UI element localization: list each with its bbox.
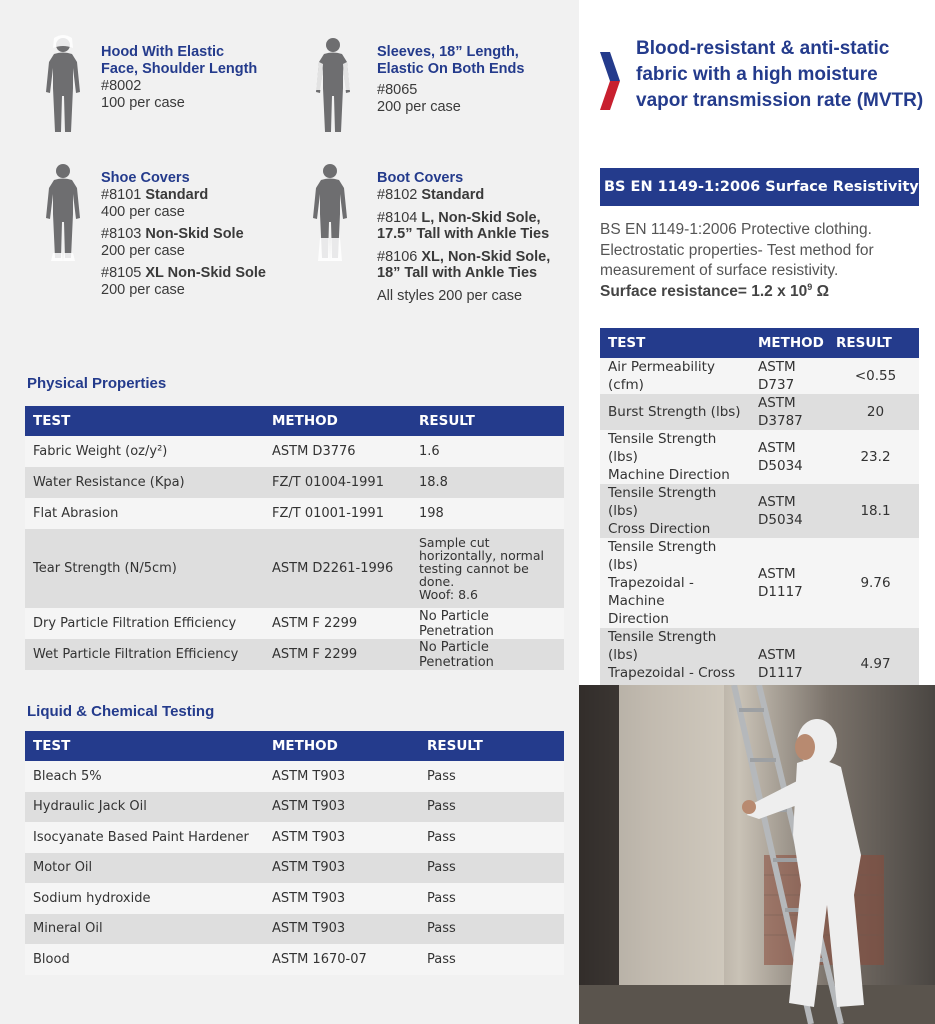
product-title: Shoe Covers — [101, 170, 190, 186]
table-row — [25, 822, 564, 853]
surface-resistivity-description: BS EN 1149-1:2006 Protective clothing. Electrostatic properties- Test method for measurement of surface resistivity. Surface resistance= 1.2 x $10^9$ Ω — [600, 221, 874, 300]
cell-test: Bleach 5% — [25, 761, 264, 792]
cell-test: Tensile Strength (lbs) Trapezoidal - Machine Direction — [600, 538, 750, 628]
cell-test: Water Resistance (Kpa) — [25, 467, 264, 498]
coverall-boot-covers-icon — [306, 160, 354, 264]
product-title: Hood With Elastic — [101, 44, 225, 60]
physical-properties-table — [25, 406, 564, 670]
cell-method: ASTM D5034 — [750, 430, 832, 484]
product-name: L, Non-Skid Sole, — [421, 209, 541, 226]
product-name: XL, Non-Skid Sole, — [421, 248, 551, 265]
cell-result: Pass — [419, 792, 564, 823]
cell-method: ASTM D737 — [750, 358, 832, 394]
section-title-physical: Physical Properties — [27, 375, 167, 392]
cell-result: 20 — [832, 394, 919, 430]
cell-method: ASTM D1117 — [750, 628, 832, 700]
product-code: #8104 — [377, 209, 418, 226]
cell-test: Air Permeability (cfm) — [600, 358, 750, 394]
worker-photo — [579, 685, 935, 1024]
product-qty: 200 per case — [377, 98, 461, 115]
table-row — [600, 430, 919, 484]
cell-method: ASTM D1117 — [750, 538, 832, 628]
cell-result: No Particle Penetration — [411, 608, 564, 639]
cell-method: ASTM D3776 — [264, 436, 411, 467]
cell-test: Tensile Strength (lbs) Machine Direction — [600, 430, 750, 484]
table-row — [600, 538, 919, 628]
product-title: Elastic On Both Ends — [377, 61, 525, 77]
headline: Blood-resistant & anti-static fabric with a high moisture vapor transmission rate (MVTR) — [636, 38, 924, 111]
surface-resistivity-bar: BS EN 1149-1:2006 Surface Resistivity — [600, 168, 919, 206]
cell-method: ASTM D5034 — [750, 484, 832, 538]
table-row — [25, 608, 564, 639]
cell-method: FZ/T 01004-1991 — [264, 467, 411, 498]
product-qty: 100 per case — [101, 94, 185, 111]
column-header: METHOD — [264, 731, 419, 761]
table-row — [25, 944, 564, 975]
cell-result: Pass — [419, 761, 564, 792]
product-name: Standard — [145, 187, 209, 203]
cell-method: ASTM T903 — [264, 853, 419, 884]
cell-method: ASTM T903 — [264, 883, 419, 914]
product-code: #8105 — [101, 265, 142, 281]
cell-result: Pass — [419, 822, 564, 853]
cell-test: Hydraulic Jack Oil — [25, 792, 264, 823]
cell-result: Pass — [419, 853, 564, 884]
table-row — [600, 394, 919, 430]
product-name: Non-Skid Sole — [145, 226, 244, 242]
cell-result: 4.97 — [832, 628, 919, 700]
chevron-icon — [598, 52, 620, 110]
cell-test: Tensile Strength (lbs) Cross Direction — [600, 484, 750, 538]
column-header: TEST — [600, 328, 750, 358]
cell-test: Sodium hydroxide — [25, 883, 264, 914]
product-name: 18” Tall with Ankle Ties — [377, 265, 538, 281]
table-row — [600, 358, 919, 394]
cell-test: Wet Particle Filtration Efficiency — [25, 639, 264, 670]
table-row — [25, 529, 564, 608]
product-code: #8002 — [101, 78, 142, 94]
product-title: Face, Shoulder Length — [101, 61, 258, 77]
section-title-liquid: Liquid & Chemical Testing — [27, 703, 215, 720]
table-row — [25, 498, 564, 529]
product-name: XL Non-Skid Sole — [145, 265, 266, 281]
table-row — [25, 914, 564, 945]
table-row — [25, 436, 564, 467]
cell-method: ASTM F 2299 — [264, 608, 411, 639]
cell-result: <0.55 — [832, 358, 919, 394]
liquid-chemical-table — [25, 731, 564, 975]
cell-result: 9.76 — [832, 538, 919, 628]
cell-method: ASTM F 2299 — [264, 639, 411, 670]
product-code: #8102 — [377, 187, 418, 203]
product-code: #8065 — [377, 82, 418, 98]
table-row — [600, 484, 919, 538]
cell-method: ASTM T903 — [264, 761, 419, 792]
cell-result: Pass — [419, 944, 564, 975]
cell-method: ASTM T903 — [264, 822, 419, 853]
cell-method: FZ/T 01001-1991 — [264, 498, 411, 529]
cell-test: Burst Strength (lbs) — [600, 394, 750, 430]
coverall-sleeves-icon — [310, 34, 356, 138]
cell-test: Motor Oil — [25, 853, 264, 884]
product-title: Sleeves, 18” Length, — [377, 44, 519, 60]
cell-result: 18.1 — [832, 484, 919, 538]
cell-result: Pass — [419, 914, 564, 945]
product-code: #8101 — [101, 187, 142, 203]
cell-result: 23.2 — [832, 430, 919, 484]
table-row — [25, 761, 564, 792]
product-footer: All styles 200 per case — [377, 287, 523, 304]
cell-method: ASTM D3787 — [750, 394, 832, 430]
strength-table — [600, 328, 919, 700]
product-code: #8106 — [377, 248, 418, 265]
table-row — [25, 792, 564, 823]
cell-method: ASTM T903 — [264, 792, 419, 823]
cell-result: Pass — [419, 883, 564, 914]
cell-test: Tear Strength (N/5cm) — [25, 529, 264, 608]
table-row — [25, 883, 564, 914]
product-name: Standard — [421, 187, 485, 203]
product-qty: 200 per case — [101, 242, 185, 259]
product-qty: 200 per case — [101, 281, 185, 298]
coverall-shoe-covers-icon — [40, 160, 86, 264]
cell-method: ASTM D2261-1996 — [264, 529, 411, 608]
cell-test: Blood — [25, 944, 264, 975]
cell-result: No Particle Penetration — [411, 639, 564, 670]
cell-result: 18.8 — [411, 467, 564, 498]
product-qty: 400 per case — [101, 203, 185, 220]
cell-test: Tensile Strength (lbs) Trapezoidal - Cross — [600, 628, 750, 700]
table-row — [25, 639, 564, 670]
column-header: RESULT — [832, 328, 919, 358]
column-header: RESULT — [411, 406, 564, 436]
table-row — [25, 853, 564, 884]
column-header: METHOD — [264, 406, 411, 436]
cell-result: Sample cut horizontally, normal testing cannot be done. Woof: 8.6 — [411, 529, 564, 608]
cell-test: Flat Abrasion — [25, 498, 264, 529]
column-header: TEST — [25, 406, 264, 436]
column-header: METHOD — [750, 328, 832, 358]
cell-test: Dry Particle Filtration Efficiency — [25, 608, 264, 639]
column-header: TEST — [25, 731, 264, 761]
column-header: RESULT — [419, 731, 564, 761]
product-code: #8103 — [101, 226, 142, 242]
cell-method: ASTM 1670-07 — [264, 944, 419, 975]
cell-result: 198 — [411, 498, 564, 529]
table-row — [25, 467, 564, 498]
product-title: Boot Covers — [377, 170, 464, 186]
cell-test: Mineral Oil — [25, 914, 264, 945]
product-name: 17.5” Tall with Ankle Ties — [377, 226, 550, 242]
cell-result: 1.6 — [411, 436, 564, 467]
cell-test: Isocyanate Based Paint Hardener — [25, 822, 264, 853]
cell-method: ASTM T903 — [264, 914, 419, 945]
coverall-hood-icon — [40, 34, 86, 138]
cell-test: Fabric Weight (oz/y²) — [25, 436, 264, 467]
